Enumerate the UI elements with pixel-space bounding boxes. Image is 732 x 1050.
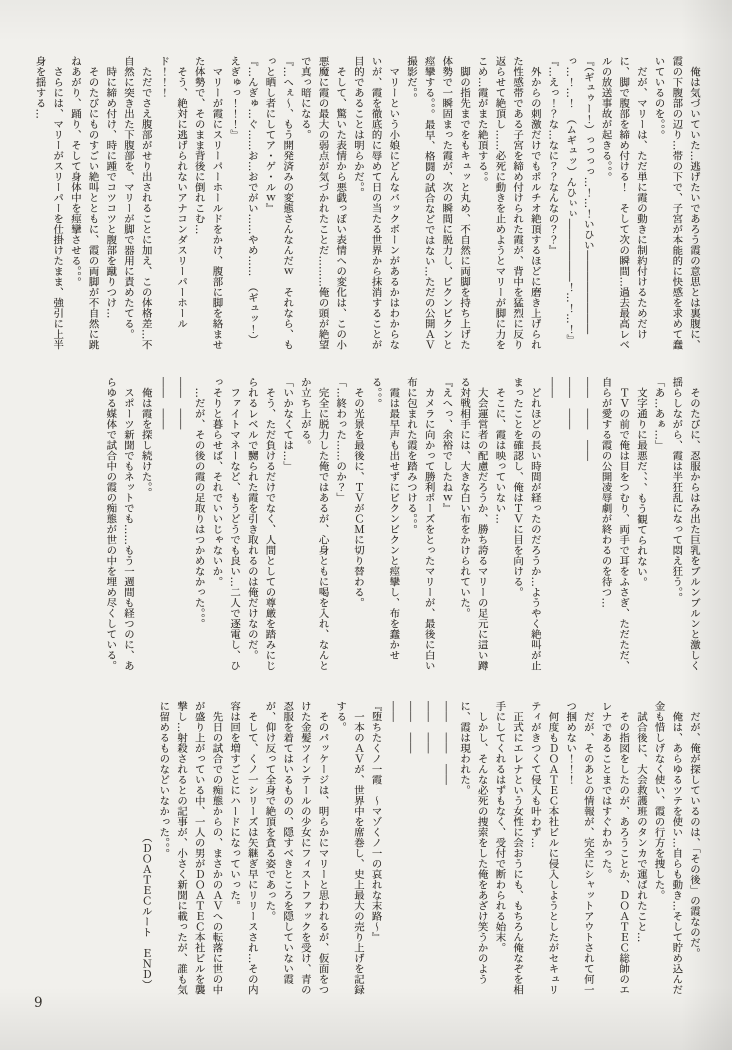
paragraph: 「あ…あぁ…」: [652, 377, 665, 451]
paragraph: しかし、そんな必死の捜索をした俺をあざけ笑うかのように、霞は現われた。: [458, 701, 488, 985]
paragraph: そして、くノ一シリーズは矢継ぎ早にリリースされ…その内容は回を増すごとにハードになっていった。: [228, 701, 258, 995]
text-band-top: [30, 56, 702, 351]
scene-break-dash-column: ―― ――: [564, 377, 577, 430]
paragraph: 「…終わった……のか？」: [334, 377, 347, 503]
paragraph: 外からの刺激だけでもポルチオ絶頂するほどに磨き上げられた性感帯である子宮を締め付けられた霞が、背中を猛烈に反り返らせて絶頂し……必死に動きを止めようとマリーが脚に力をこめ…霞がまた絶頂する。。: [475, 56, 541, 350]
paragraph: さらには、マリーがスリーパーを仕掛けたまま、強引に上半身を揺する…: [33, 56, 64, 350]
paragraph: 完全に脱力した俺ではあるが、心身ともに喝を入れ、なんとか立ち上がる。: [298, 377, 329, 671]
scene-break-dash-column: ―― ――: [157, 377, 170, 430]
paragraph: ファイトマネーなど、もうどうでも良い…二人で逐電し、ひっそりと暮らせば、それでいいじゃないか。: [210, 377, 241, 671]
paragraph: 俺は気づいていた…逃げたいであろう霞の意思とは裏腹に、霞の下腹部の辺り…帯の下で、子宮が本能的に快感を求めて蠢いているのを。。。: [652, 56, 700, 350]
paragraph: 『堕ちたくノ一霞 〜マゾくノ一の哀れな末路〜』: [369, 701, 382, 943]
paragraph: どれほどの長い時間が経ったのだろうか…ようやく絶叫が止まったことを確認し、俺はＴＶに目を向ける。: [511, 377, 541, 671]
paragraph: 正式にエレナという女性に会おうにも、もちろん俺なぞを相手にしてくれるはずもなく、受付で断わられる始末。: [493, 701, 524, 995]
paragraph: そう、絶対に逃げられないアナコンダスリーパーホールド！！！: [157, 56, 188, 329]
paragraph: マリーが霞にスリーパーホールドをかけ、腹部に脚を絡ませた体勢で、そのまま背後に倒れこむ…: [192, 56, 223, 350]
text-band-bottom: [136, 701, 702, 1001]
paragraph: そのたびに、忍服からはみ出た巨乳をブルンブルンと激しく揺らしながら、霞は半狂乱になって悶え狂う。。: [670, 377, 700, 671]
scene-break-dash-column: ―― ―― ――: [581, 377, 594, 461]
scene-break-dash-column: ―― ――: [405, 701, 417, 754]
scene-break-dash-column: ―― ――: [422, 701, 435, 754]
paragraph: 脚の指先までをもキュッと丸め、不自然に両脚を持ち上げた体勢で一瞬固まった霞が、次の瞬間に脱力し、ビクンビクンと痙攣する。。。最早、格闘の試合などではない…ただの公開ＡＶ撮影だ。。: [405, 56, 471, 351]
paragraph: 『…へぇ〜、もう開発済みの変態さんなんだｗ それなら、もっと晒し者にしてア・ゲ・ルｗ』: [263, 56, 294, 350]
paragraph: 試合後に、大会救護班のタンカで運ばれたこと…: [634, 701, 647, 943]
paragraph: そこに、霞は映っていない…: [493, 377, 506, 524]
scene-break-dash-column: ――: [387, 701, 400, 722]
paragraph: …だが、その後の霞の足取りはつかめなかった。。。: [192, 377, 205, 630]
paragraph: 先日の試合での痴態からの、まさかのＡＶへの転落に世の中が盛り上がっている中、一人の男がＤＯＡＴＥＣ本社ビルを襲撃し…射殺されるとの記事が、小さく新聞に載ったが、誰も気に留めるものなどいなかった。。。: [157, 701, 223, 995]
paragraph: 時に締め付け、時に踵でコツコツと腹部を蹴りつけ…: [104, 56, 117, 319]
paragraph: 何度もＤＯＡＴＥＣ本社ビルに侵入しようとしたがセキュリティがきつくて侵入も叶わず…: [528, 701, 559, 995]
paragraph: 『（ギュゥー！）っっっっ…！…！いひい――――――――っ…！…！ （ムギュッ）んひぃぃ――――――！…！…！』: [564, 56, 594, 345]
paragraph: だが、そのあとの情報が、完全にシャットアウトされて何一つ掴めない！！！: [564, 701, 594, 995]
paragraph: 霞は最早声も出せずにビクンビクンと痙攣し、布を蠢かせる。。。: [369, 377, 400, 661]
paragraph: だが、マリーは、ただ単に霞の動きに制約付けるためだけに、脚で腹部を締め付ける！ そして次の瞬間…過去最高レベルの放送事故が起きる。。。: [599, 56, 647, 350]
paragraph: スポーツ新聞でもネットでも……もう一週間も経つのに、あらゆる媒体で試合中の霞の痴態が世の中を埋め尽くしている。: [104, 377, 134, 671]
paragraph: マリーという小娘にどんなバックボーンがあるかはわからないが、霞を徹底的に辱めて日の当たる世界から抹消することが目的であることは明らかだ。。: [351, 56, 400, 350]
paragraph: そして、驚いた表情から悪戯っぽい表情への変化は、この小悪魔に霞の最大の弱点が気づかれたことだ………俺の頭が絶望で真っ暗になる。: [298, 56, 347, 350]
paragraph: 『えへっ、余裕でしたねｗ』: [440, 377, 453, 514]
scene-break-dash-column: ―― ――: [175, 377, 188, 430]
page-number: 9: [34, 995, 43, 1011]
paragraph: （ＤＯＡＴＥＣルート ＥＮＤ）: [139, 701, 152, 990]
scene-break-dash-column: ―― ―― ――: [440, 701, 453, 785]
paragraph: そのたびにものすごい絶叫とともに、霞の両脚が不自然に跳ねあがり、踊り、そして身体中を痙攣させる。。。: [68, 56, 99, 350]
paragraph: 大会運営者の配慮だろうか、勝ち誇るマリーの足元に這い蹲る対戦相手には、大きな白い布をかけられていた。: [458, 377, 488, 671]
paragraph: そう、ただ負けるだけでなく、人間としての尊厳を踏みにじられるレベルで嬲られた霞を引き取れるのは俺だけなのだ。: [245, 377, 276, 671]
paragraph: 「いかなくては…」: [281, 377, 294, 472]
paragraph: だが、俺が探しているのは、「その後」の霞なのだ。: [688, 701, 700, 959]
paragraph: 俺は、あらゆるツテを使い…自らも動き…そして貯め込んだ金も惜しげなく使い、霞の行方を捜した。: [652, 701, 683, 995]
paragraph: 俺は霞を探し続けた。。: [139, 377, 152, 498]
paragraph: 文字通りに最悪だ、、、もう観てられない。: [634, 377, 647, 588]
paragraph: カメラに向かって勝利ポーズをとったマリーが、最後に白い布に包まれた霞を踏みつける。。。: [405, 377, 435, 671]
scene-break-dash-column: ――: [546, 377, 559, 398]
paragraph: 『…えっ！？な…なに？？なんなの？？』: [546, 56, 559, 256]
paragraph: 『…んぎゅ…ぐ……お…おでがい……やめ…… （ギュッ！） えぎゅっ！！！』: [228, 56, 258, 351]
paragraph: ただでさえ腹部がせり出されることに加え、この体格差…不自然に突き出た下腹部を、マリーが脚で器用に責めたてる。: [122, 56, 152, 350]
paragraph: 一本のＡＶが、世界中を席巻し、史上最大の売り上げを記録する。: [334, 701, 364, 995]
paragraph: その指図をしたのが、あろうことか、ＤＯＡＴＥＣ総帥のエレナであることまではすぐわかった。: [599, 701, 630, 995]
paragraph: ＴＶの前で俺は目をつむり、両手で耳をふさぎ、ただただ、自らが愛する霞の公開凌辱劇が終わるのを待つ…: [599, 377, 630, 671]
paragraph: その光景を最後に、ＴＶがＣＭに切り替わる。: [351, 377, 364, 608]
text-band-middle: [101, 377, 702, 675]
paragraph: そのパッケージは、明らかにマリーと思われるが、仮面をつけた金髪ツインテールの少女にフィストファックを受け、青の忍服を着てはいるものの、隠すべきところを隠していない霞が、仰け反って全身で絶頂を貪る姿であった。: [263, 701, 329, 995]
